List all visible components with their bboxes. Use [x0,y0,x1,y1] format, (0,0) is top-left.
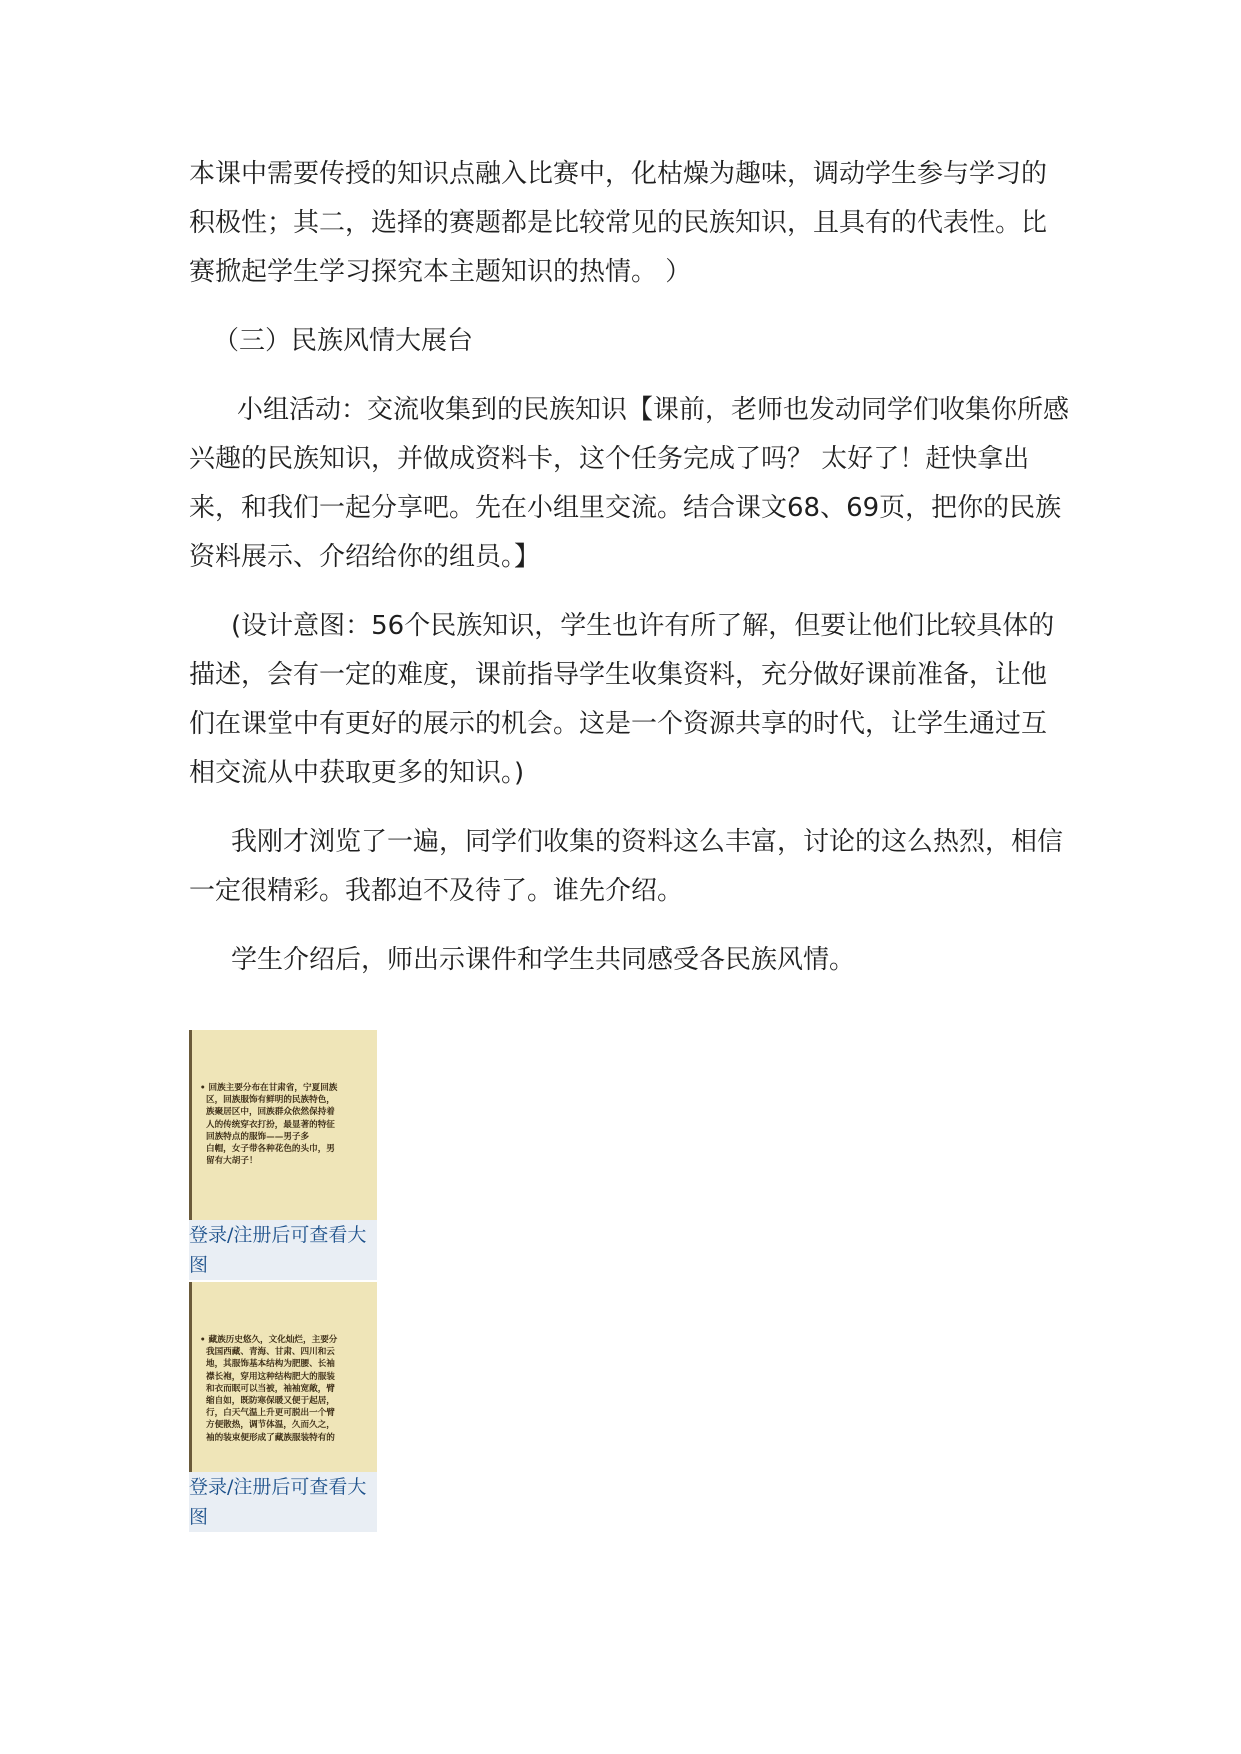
spacer [189,366,1069,386]
slide-thumbnail[interactable] [189,1030,377,1220]
paragraph-student-intro: 学生介绍后，师出示课件和学生共同感受各民族风情。 [231,945,856,975]
slide-thumbnail[interactable] [189,1282,377,1472]
document-body [189,150,1069,985]
view-large-image-link[interactable]: 登录/注册后可查看大图 [189,1220,377,1280]
figure-tibetan-ethnicity [189,1282,377,1532]
section-heading: （三）民族风情大展台 [213,326,474,356]
view-large-image-link[interactable]: 登录/注册后可查看大图 [189,1472,377,1532]
spacer [189,297,1069,317]
slide-thumbnail-text: • 藏族历史悠久，文化灿烂，主要分 我国西藏、青海、甘肃、四川和云 地，其服饰基本结构为肥腰、长袖 襟长袍，穿用这种结构肥大的服装 和衣而眠可以当被，袖袖宽敞，臂 缩自如，既防寒保暖又便于起居， 行，白天气温上升更可脱出一个臂 方便散热，调节体温，久而久之， 袖的装束便形成了藏族服装特有的 [200,1335,338,1443]
paragraph-teacher-remark: 我刚才浏览了一遍，同学们收集的资料这么丰富，讨论的这么热烈，相信一定很精彩。我都迫不及待了。谁先介绍。 [189,827,1064,906]
figure-hui-ethnicity [189,1030,377,1280]
spacer [189,798,1069,818]
paragraph-design-intent-contest: 本课中需要传授的知识点融入比赛中，化枯燥为趣味，调动学生参与学习的积极性；其二，选择的赛题都是比较常见的民族知识，且具有的代表性。比赛掀起学生学习探究本主题知识的热情。 ） [189,159,1048,287]
spacer [189,916,1069,936]
paragraph-design-intent-sharing: (设计意图：56个民族知识，学生也许有所了解，但要让他们比较具体的描述，会有一定的难度，课前指导学生收集资料，充分做好课前准备，让他们在课堂中有更好的展示的机会。这是一个资源共享的时代，让学生通过互相交流从中获取更多的知识。) [189,611,1055,788]
paragraph-group-activity: 小组活动：交流收集到的民族知识【课前，老师也发动同学们收集你所感兴趣的民族知识，并做成资料卡，这个任务完成了吗？ 太好了！赶快拿出来，和我们一起分享吧。先在小组里交流。结合课文68、69页，把你的民族资料展示、介绍给你的组员。】 [189,395,1070,572]
slide-thumbnail-text: • 回族主要分布在甘肃省，宁夏回族 区，回族服饰有鲜明的民族特色， 族聚居区中，回族群众依然保持着 人的传统穿衣打扮，最显著的特征 回族特点的服饰——男子多 白帽，女子带各种花色的头巾，男 留有大胡子！ [200,1083,338,1167]
spacer [189,582,1069,602]
